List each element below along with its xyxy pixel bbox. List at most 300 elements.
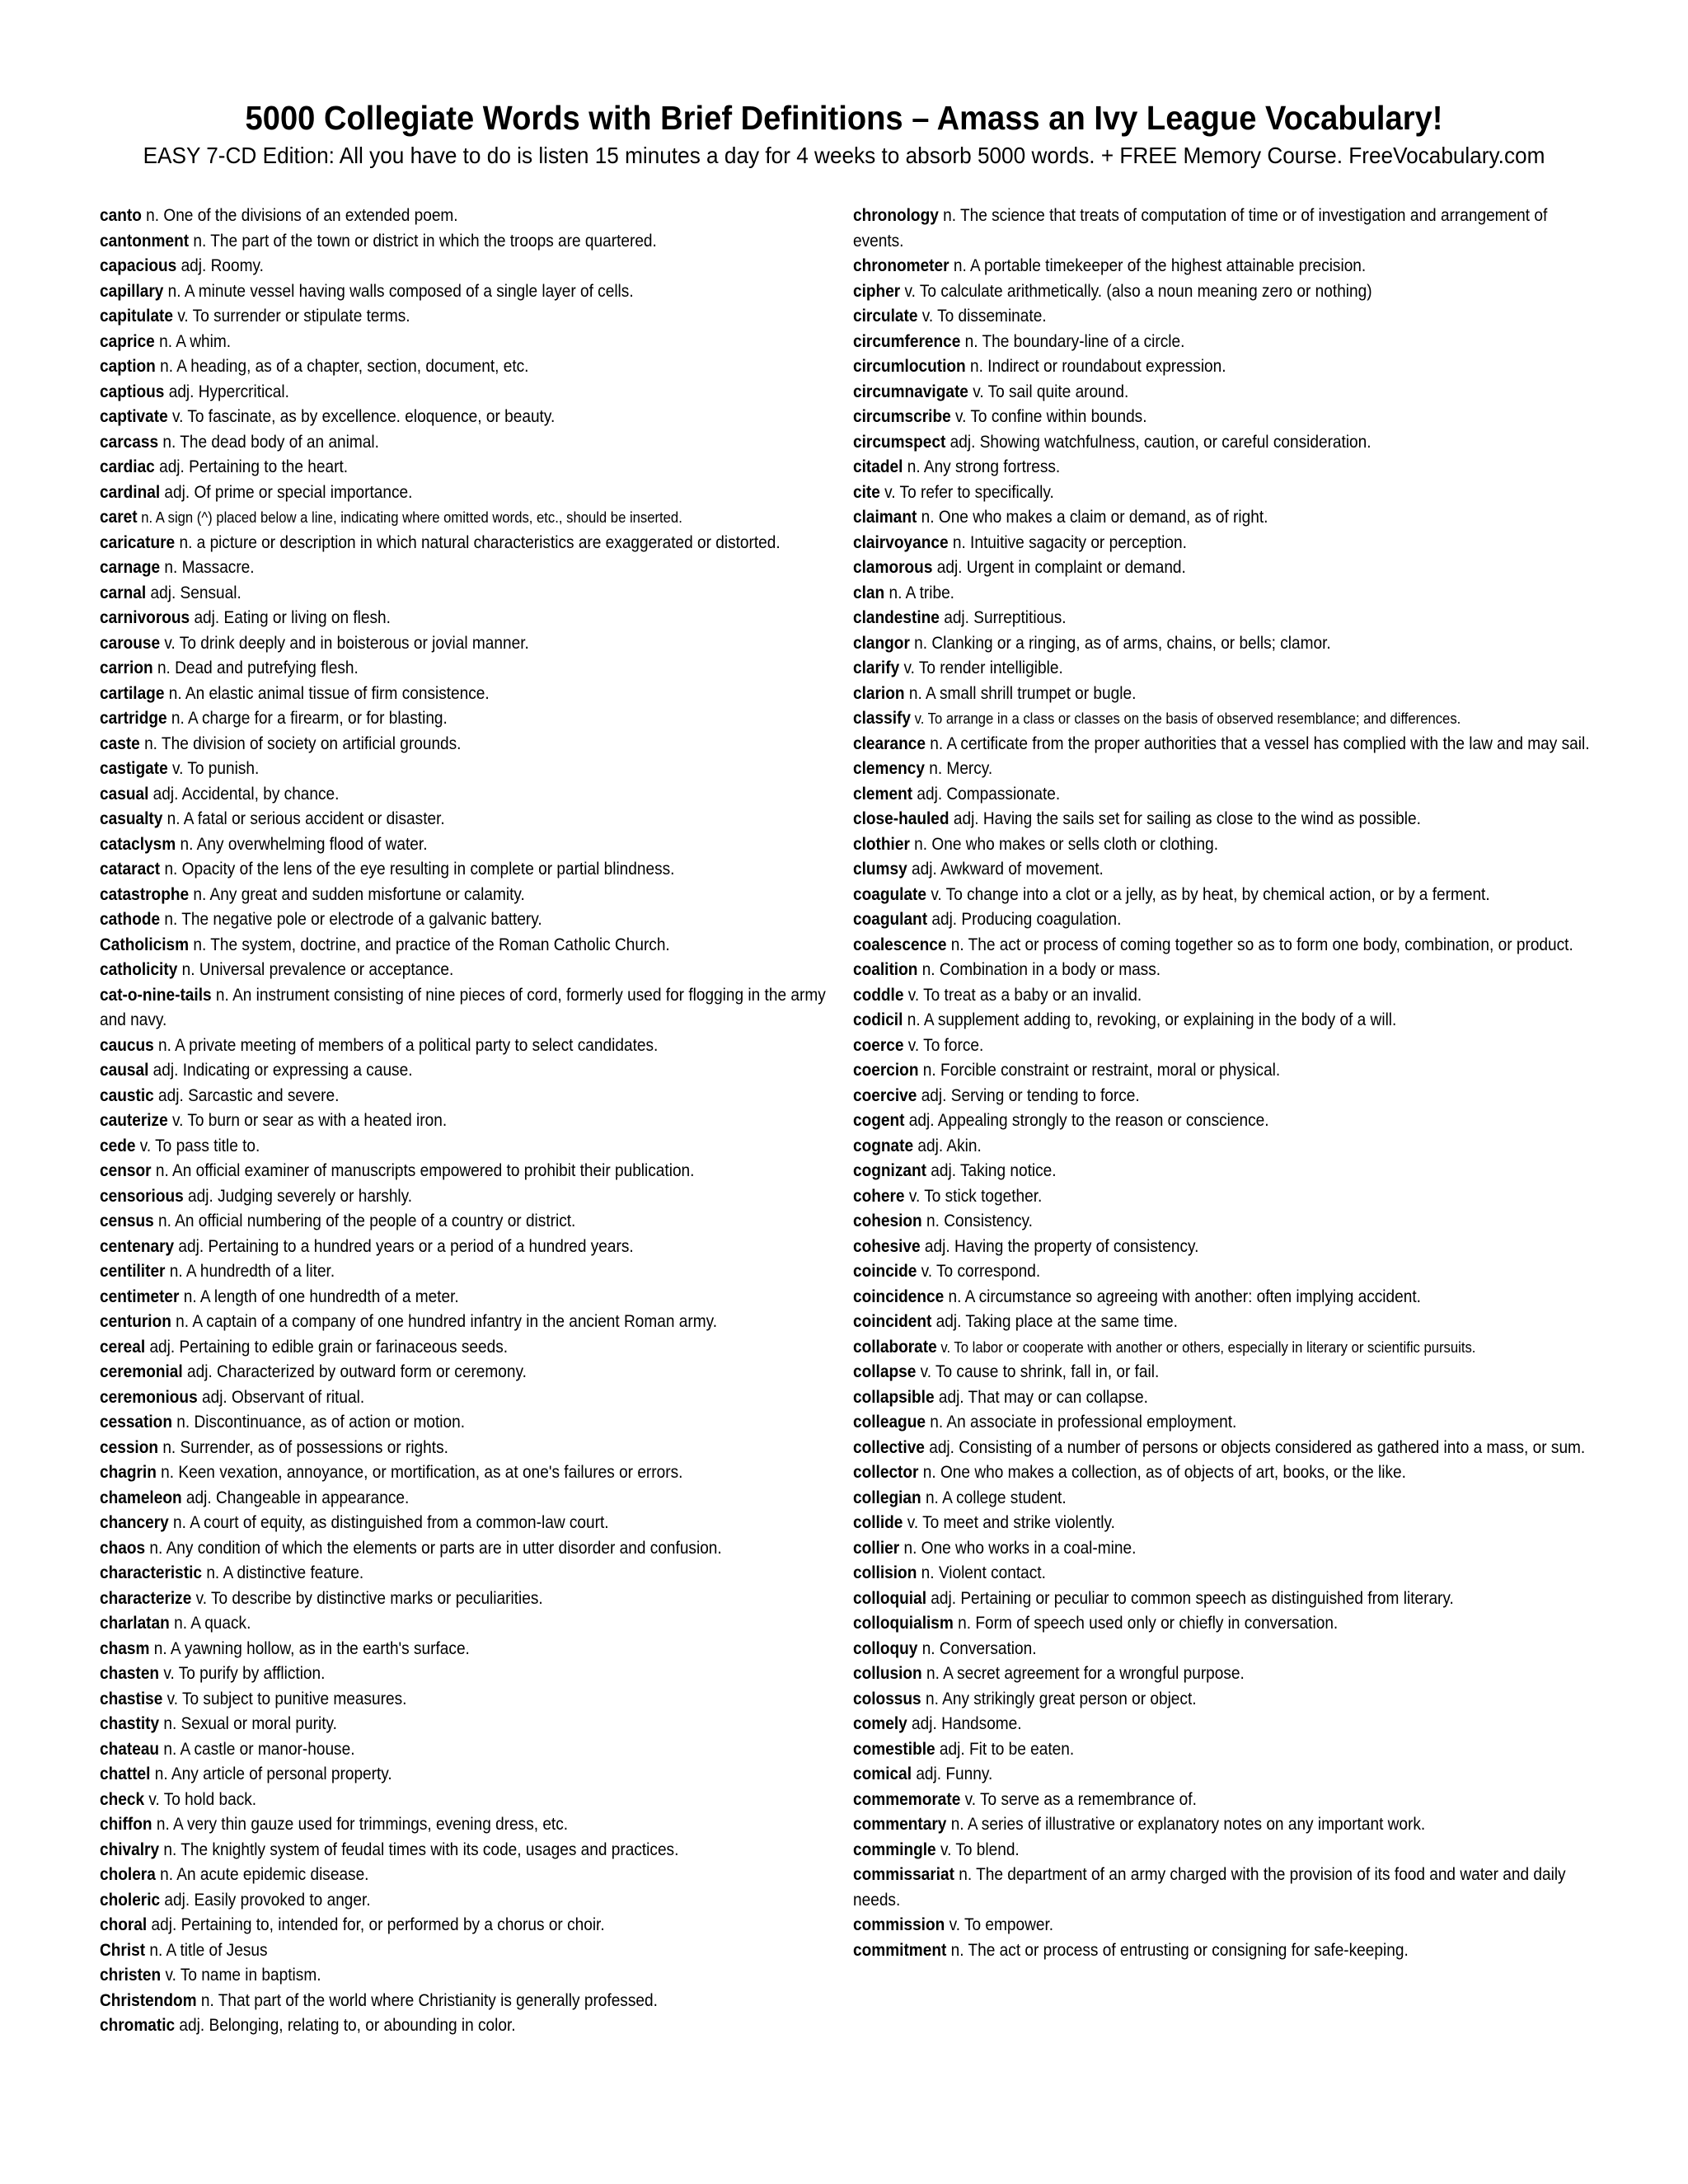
entry-word: chateau [100, 1739, 160, 1759]
entry-definition: adj. Eating or living on flesh. [190, 608, 391, 627]
dictionary-entry [853, 405, 1536, 430]
dictionary-entry [853, 682, 1536, 707]
dictionary-entry [100, 732, 767, 757]
entry-definition: n. A heading, as of a chapter, section, document, etc. [155, 357, 529, 376]
dictionary-entry [100, 1486, 767, 1511]
dictionary-entry [853, 1360, 1536, 1385]
entry-word: cataclysm [100, 834, 176, 854]
dictionary-entry [100, 1611, 767, 1637]
entry-word: chameleon [100, 1488, 182, 1507]
entry-definition: n. A quack. [169, 1614, 251, 1633]
entry-definition: adj. Judging severely or harshly. [183, 1186, 413, 1206]
dictionary-entry [100, 405, 767, 430]
entry-word: cataract [100, 860, 161, 879]
dictionary-entry [853, 883, 1602, 908]
entry-definition: n. One who makes or sells cloth or clothing. [909, 834, 1219, 854]
dictionary-entry [853, 1838, 1536, 1863]
entry-definition: v. To subject to punitive measures. [162, 1689, 407, 1708]
entry-definition: v. To name in baptism. [161, 1966, 321, 1985]
dictionary-entry [100, 2013, 767, 2039]
dictionary-entry [853, 555, 1536, 581]
dictionary-entry [100, 1888, 767, 1914]
entry-definition: n. Universal prevalence or acceptance. [177, 960, 454, 979]
dictionary-entry [853, 1762, 1536, 1788]
dictionary-entry [853, 330, 1536, 355]
entry-word: colleague [853, 1413, 926, 1432]
entry-word: caret [100, 508, 138, 527]
entry-word: clarion [853, 683, 905, 703]
entry-definition: n. An elastic animal tissue of firm consistence. [164, 683, 490, 703]
dictionary-entry [853, 1008, 1536, 1033]
entry-definition: n. a picture or description in which natural characteristics are exaggerated or distorted. [175, 532, 781, 552]
entry-word: carnage [100, 558, 161, 577]
entry-definition: n. Any article of personal property. [150, 1765, 392, 1783]
dictionary-entry [853, 656, 1536, 682]
entry-word: clamorous [853, 558, 933, 577]
entry-definition: n. Combination in a body or mass. [917, 960, 1161, 979]
entry-word: capillary [100, 281, 164, 301]
dictionary-entry [100, 1084, 767, 1109]
dictionary-entry [853, 983, 1536, 1009]
entry-word: circulate [853, 307, 918, 326]
dictionary-entry [853, 631, 1536, 657]
dictionary-entry [100, 1637, 767, 1662]
dictionary-entry [100, 1285, 767, 1310]
entry-word: chattel [100, 1765, 151, 1783]
entry-word: capacious [100, 256, 177, 275]
entry-definition: adj. That may or can collapse. [934, 1387, 1148, 1407]
entry-definition: n. Mercy. [924, 759, 993, 778]
entry-word: chastise [100, 1689, 163, 1708]
entry-word: clan [853, 583, 885, 602]
dictionary-entry [100, 1838, 767, 1863]
entry-definition: n. A private meeting of members of a political party to select candidates. [153, 1035, 659, 1055]
entry-definition: n. Sexual or moral purity. [159, 1714, 337, 1733]
entry-definition: n. A charge for a firearm, or for blasting. [166, 709, 448, 728]
dictionary-entry [100, 1385, 767, 1411]
entry-word: commentary [853, 1815, 947, 1834]
entry-definition: n. Violent contact. [917, 1563, 1046, 1582]
entry-word: castigate [100, 759, 168, 778]
entry-definition: v. To punish. [167, 759, 260, 778]
entry-word: collector [853, 1463, 919, 1482]
dictionary-entry [853, 204, 1602, 254]
entry-word: cardiac [100, 457, 155, 476]
entry-word: charlatan [100, 1614, 170, 1633]
entry-definition: adj. Fit to be eaten. [935, 1739, 1075, 1759]
entry-word: caprice [100, 331, 155, 351]
entry-definition: adj. Belonging, relating to, or abounding in color. [175, 2016, 516, 2035]
entry-word: cartilage [100, 683, 165, 703]
dictionary-entry [100, 907, 767, 933]
entry-definition: n. A portable timekeeper of the highest attainable precision. [949, 256, 1367, 275]
dictionary-entry [100, 1737, 767, 1763]
entry-definition: adj. Easily provoked to anger. [160, 1890, 371, 1910]
entry-word: cauterize [100, 1111, 168, 1130]
dictionary-entry [853, 505, 1536, 531]
dictionary-entry [100, 1762, 767, 1788]
entry-definition: adj. Consisting of a number of persons or objects considered as gathered into a mass, or sum. [924, 1437, 1586, 1457]
entry-word: collide [853, 1513, 903, 1532]
dictionary-entry [853, 1134, 1536, 1160]
entry-definition: n. The division of society on artificial grounds. [139, 733, 462, 753]
entry-definition: n. The negative pole or electrode of a galvanic battery. [160, 910, 542, 929]
entry-definition: v. To sail quite around. [968, 382, 1129, 401]
dictionary-entry [100, 1938, 767, 1964]
entry-definition: adj. Producing coagulation. [927, 910, 1122, 929]
entry-word: collapse [853, 1362, 917, 1381]
entry-word: colloquy [853, 1638, 918, 1658]
entry-definition: n. Conversation. [917, 1638, 1037, 1658]
dictionary-entry [100, 1360, 767, 1385]
entry-word: cohere [853, 1186, 905, 1206]
entry-word: caption [100, 357, 156, 376]
entry-definition: n. A minute vessel having walls composed of a single layer of cells. [163, 281, 634, 301]
entry-word: centimeter [100, 1286, 180, 1306]
dictionary-entry [100, 958, 767, 983]
entry-definition: n. Dead and putrefying flesh. [152, 658, 359, 677]
entry-word: canto [100, 206, 142, 225]
dictionary-entry [853, 430, 1536, 456]
entry-word: collusion [853, 1664, 922, 1683]
dictionary-entry [100, 1159, 767, 1184]
entry-word: caste [100, 733, 140, 753]
entry-word: coalescence [853, 935, 947, 954]
entry-word: circumspect [853, 432, 946, 452]
entry-definition: v. To calculate arithmetically. (also a noun meaning zero or nothing) [900, 281, 1372, 301]
entry-word: cathode [100, 910, 161, 929]
entry-word: chronology [853, 206, 939, 225]
entry-definition: adj. Accidental, by chance. [148, 784, 340, 804]
entry-word: cholera [100, 1865, 156, 1884]
entry-word: centiliter [100, 1262, 166, 1281]
entry-definition: n. An official numbering of the people of a country or district. [153, 1212, 576, 1230]
entry-definition: n. A castle or manor-house. [159, 1739, 355, 1759]
entry-word: coddle [853, 985, 904, 1005]
entry-word: clumsy [853, 860, 907, 879]
dictionary-entry [853, 380, 1536, 405]
left-column [100, 204, 842, 2039]
entry-word: captious [100, 382, 165, 401]
dictionary-entry [100, 1712, 767, 1737]
dictionary-entry [100, 1436, 767, 1461]
entry-word: chasm [100, 1638, 150, 1658]
entry-definition: n. Any strikingly great person or object. [921, 1689, 1197, 1708]
entry-word: chromatic [100, 2016, 176, 2035]
dictionary-entry [100, 1033, 767, 1059]
dictionary-entry [853, 907, 1536, 933]
entry-word: centenary [100, 1236, 175, 1256]
entry-word: coercion [853, 1061, 919, 1080]
entry-word: commissariat [853, 1865, 954, 1884]
dictionary-entry [100, 782, 767, 808]
entry-word: collier [853, 1538, 900, 1558]
dictionary-entry [853, 1812, 1536, 1838]
entry-word: cessation [100, 1413, 172, 1432]
entry-definition: n. Any strong fortress. [903, 457, 1061, 476]
entry-word: comical [853, 1765, 912, 1783]
entry-definition: v. To burn or sear as with a heated iron. [167, 1111, 448, 1130]
entry-word: coincidence [853, 1286, 945, 1306]
entry-definition: v. To labor or cooperate with another or others, especially in literary or scientific pursuits. [936, 1338, 1476, 1356]
entry-word: check [100, 1789, 145, 1809]
entry-word: classify [853, 709, 911, 728]
entry-definition: adj. Akin. [913, 1136, 982, 1155]
entry-word: collapsible [853, 1387, 935, 1407]
entry-definition: adj. Characterized by outward form or ceremony. [182, 1362, 527, 1381]
entry-definition: v. To cause to shrink, fall in, or fail. [916, 1362, 1160, 1381]
entry-word: census [100, 1212, 154, 1230]
entry-word: cognate [853, 1136, 914, 1155]
dictionary-entry [100, 1310, 767, 1335]
entry-definition: adj. Pertaining or peculiar to common speech as distinguished from literary. [926, 1588, 1454, 1608]
dictionary-entry [853, 531, 1536, 556]
entry-definition: v. To disseminate. [917, 307, 1047, 326]
dictionary-entry [100, 832, 767, 858]
entry-definition: n. Clanking or a ringing, as of arms, chains, or bells; clamor. [909, 633, 1331, 653]
entry-definition: adj. Pertaining to a hundred years or a period of a hundred years. [174, 1236, 634, 1256]
dictionary-entry [100, 757, 767, 782]
entry-definition: adj. Awkward of movement. [907, 860, 1104, 879]
dictionary-entry [853, 1863, 1602, 1913]
dictionary-entry [853, 480, 1536, 506]
entry-definition: adj. Roomy. [176, 256, 264, 275]
entry-word: clandestine [853, 608, 940, 627]
entry-word: comestible [853, 1739, 935, 1759]
entry-word: capitulate [100, 307, 174, 326]
entry-word: colloquialism [853, 1614, 954, 1633]
dictionary-entry [853, 1536, 1536, 1562]
entry-word: chronometer [853, 256, 950, 275]
entry-definition: n. The act or process of entrusting or consigning for safe-keeping. [946, 1940, 1409, 1960]
entry-word: carnivorous [100, 608, 190, 627]
entry-word: caricature [100, 532, 176, 552]
entry-definition: v. To stick together. [904, 1186, 1043, 1206]
entry-word: collaborate [853, 1337, 937, 1357]
entry-word: cede [100, 1136, 136, 1155]
dictionary-entry [100, 1209, 767, 1235]
entry-word: catastrophe [100, 884, 190, 904]
entry-word: coincident [853, 1312, 932, 1331]
entry-definition: n. Massacre. [160, 558, 255, 577]
entry-definition: n. A distinctive feature. [202, 1563, 364, 1582]
dictionary-entry [853, 1436, 1602, 1461]
dictionary-entry [853, 807, 1536, 832]
entry-definition: n. An associate in professional employment. [925, 1413, 1237, 1432]
entry-word: casual [100, 784, 149, 804]
dictionary-entry [853, 581, 1536, 607]
entry-definition: adj. Taking notice. [926, 1161, 1057, 1180]
dictionary-entry [100, 1586, 767, 1612]
dictionary-entry [100, 1460, 767, 1486]
entry-word: centurion [100, 1312, 171, 1331]
dictionary-entry [100, 555, 767, 581]
dictionary-entry [853, 706, 1536, 732]
entry-definition: n. A tribe. [884, 583, 954, 602]
dictionary-entry [100, 933, 767, 958]
entry-definition: adj. Compassionate. [912, 784, 1061, 804]
entry-word: Christ [100, 1940, 146, 1960]
entry-definition: n. A captain of a company of one hundred infantry in the ancient Roman army. [171, 1312, 718, 1331]
dictionary-entry [100, 1235, 767, 1260]
entry-definition: n. A hundredth of a liter. [165, 1262, 335, 1281]
entry-word: coagulant [853, 910, 928, 929]
entry-definition: v. To purify by affliction. [159, 1664, 326, 1683]
entry-definition: n. A sign (^) placed below a line, indicating where omitted words, etc., should be inserted. [137, 509, 682, 526]
entry-word: choleric [100, 1890, 161, 1910]
entry-definition: v. To drink deeply and in boisterous or jovial manner. [160, 633, 529, 653]
dictionary-entry [100, 531, 842, 556]
entry-word: censorious [100, 1186, 184, 1206]
dictionary-entry [100, 1184, 767, 1210]
entry-word: clearance [853, 733, 926, 753]
entry-word: causal [100, 1061, 149, 1080]
dictionary-entry [100, 330, 767, 355]
dictionary-entry [853, 1335, 1536, 1361]
dictionary-entry [853, 1637, 1536, 1662]
entry-word: chiffon [100, 1815, 152, 1834]
entry-word: cardinal [100, 482, 161, 502]
dictionary-entry [100, 883, 767, 908]
dictionary-entry [100, 1259, 767, 1285]
dictionary-entry [853, 1611, 1536, 1637]
entry-definition: n. Keen vexation, annoyance, or mortification, as at one's failures or errors. [156, 1463, 683, 1482]
entry-word: censor [100, 1161, 152, 1180]
page-title: 5000 Collegiate Words with Brief Definitions – Amass an Ivy League Vocabulary! [245, 99, 1443, 137]
entry-definition: n. The department of an army charged with the provision of its food and water and daily needs. [853, 1865, 1566, 1910]
dictionary-entry [853, 1310, 1536, 1335]
entry-definition: v. To correspond. [917, 1262, 1041, 1281]
entry-word: chagrin [100, 1463, 157, 1482]
dictionary-entry [853, 1561, 1536, 1586]
entry-definition: n. Any condition of which the elements or parts are in utter disorder and confusion. [145, 1538, 722, 1558]
dictionary-entry [853, 1661, 1536, 1687]
entry-word: clangor [853, 633, 910, 653]
entry-definition: n. Form of speech used only or chiefly in conversation. [953, 1614, 1339, 1633]
entry-definition: adj. Sensual. [146, 583, 241, 602]
dictionary-entry [853, 1235, 1536, 1260]
entry-definition: v. To arrange in a class or classes on the basis of observed resemblance; and differences. [910, 710, 1461, 727]
dictionary-entry [853, 1737, 1536, 1763]
entry-definition: n. Indirect or roundabout expression. [965, 357, 1226, 376]
dictionary-entry [100, 455, 767, 480]
entry-word: cantonment [100, 231, 190, 251]
dictionary-entry [853, 1410, 1536, 1436]
entry-definition: n. A certificate from the proper authorities that a vessel has complied with the law and may sail. [926, 733, 1590, 753]
entry-definition: adj. Taking place at the same time. [931, 1312, 1178, 1331]
entry-definition: n. The boundary-line of a circle. [960, 331, 1185, 351]
dictionary-entry [853, 354, 1536, 380]
entry-definition: n. A series of illustrative or explanatory notes on any important work. [946, 1815, 1426, 1834]
dictionary-entry [853, 1687, 1536, 1713]
entry-word: coalition [853, 960, 918, 979]
entry-word: coincide [853, 1262, 917, 1281]
page-subtitle: EASY 7-CD Edition: All you have to do is listen 15 minutes a day for 4 weeks to absorb 5000 words. + FREE Memory Course. FreeVocabulary.com [143, 143, 1545, 168]
entry-definition: adj. Funny. [912, 1765, 993, 1783]
entry-definition: n. A fatal or serious accident or disaster. [162, 809, 445, 828]
entry-word: Catholicism [100, 935, 190, 954]
entry-definition: n. A length of one hundredth of a meter. [179, 1286, 459, 1306]
entry-word: carouse [100, 633, 161, 653]
entry-definition: n. The dead body of an animal. [158, 432, 379, 452]
dictionary-entry [100, 983, 842, 1033]
entry-word: cite [853, 482, 880, 502]
dictionary-entry [853, 1285, 1536, 1310]
entry-word: Christendom [100, 1990, 197, 2010]
entry-word: cat-o-nine-tails [100, 985, 212, 1005]
dictionary-entry [100, 706, 767, 732]
entry-word: cipher [853, 281, 901, 301]
entry-word: ceremonious [100, 1387, 198, 1407]
dictionary-entry [853, 1159, 1536, 1184]
entry-word: commemorate [853, 1789, 961, 1809]
dictionary-entry [100, 606, 767, 631]
entry-definition: adj. Pertaining to, intended for, or performed by a chorus or choir. [147, 1915, 605, 1934]
dictionary-entry [853, 1460, 1536, 1486]
entry-word: claimant [853, 508, 917, 527]
entry-word: cereal [100, 1337, 146, 1357]
entry-definition: v. To confine within bounds. [950, 407, 1147, 426]
entry-definition: adj. Handsome. [907, 1714, 1022, 1733]
dictionary-entry [853, 1913, 1536, 1938]
entry-definition: v. To hold back. [144, 1789, 257, 1809]
entry-definition: n. The act or process of coming together so as to form one body, combination, or product. [946, 935, 1573, 954]
entry-definition: n. Opacity of the lens of the eye resulting in complete or partial blindness. [160, 860, 675, 879]
entry-definition: adj. Sarcastic and severe. [153, 1085, 340, 1105]
entry-word: codicil [853, 1010, 903, 1029]
entry-definition: adj. Changeable in appearance. [181, 1488, 410, 1507]
entry-definition: n. A title of Jesus [145, 1940, 268, 1960]
dictionary-entry [100, 505, 767, 531]
entry-definition: n. Surrender, as of possessions or rights. [158, 1437, 448, 1457]
dictionary-entry [853, 1712, 1536, 1737]
entry-word: comely [853, 1714, 907, 1733]
entry-definition: n. A circumstance so agreeing with another: often implying accident. [944, 1286, 1421, 1306]
dictionary-entry [100, 1913, 767, 1938]
entry-word: collegian [853, 1488, 921, 1507]
entry-definition: v. To empower. [945, 1915, 1054, 1934]
entry-definition: v. To treat as a baby or an invalid. [903, 985, 1142, 1005]
entry-word: coagulate [853, 884, 927, 904]
entry-definition: n. A college student. [921, 1488, 1067, 1507]
dictionary-entry [100, 204, 767, 229]
dictionary-entry [100, 807, 767, 832]
entry-word: clairvoyance [853, 532, 949, 552]
dictionary-entry [853, 857, 1536, 883]
dictionary-entry [100, 1863, 767, 1888]
dictionary-entry [100, 1788, 767, 1813]
entry-word: carnal [100, 583, 147, 602]
entry-word: christen [100, 1966, 162, 1985]
entry-definition: adj. Having the sails set for sailing as close to the wind as possible. [949, 809, 1421, 828]
entry-word: casualty [100, 809, 163, 828]
dictionary-entry [100, 304, 767, 330]
entry-definition: adj. Observant of ritual. [197, 1387, 365, 1407]
entry-definition: v. To serve as a remembrance of. [960, 1789, 1197, 1809]
entry-word: chancery [100, 1513, 169, 1532]
entry-definition: n. One who makes a collection, as of objects of art, books, or the like. [918, 1463, 1406, 1482]
dictionary-entry [853, 1084, 1536, 1109]
entry-definition: n. The knightly system of feudal times with its code, usages and practices. [159, 1840, 679, 1859]
dictionary-entry [100, 682, 767, 707]
entry-definition: v. To refer to specifically. [879, 482, 1054, 502]
entry-word: colossus [853, 1689, 921, 1708]
dictionary-entry [100, 254, 767, 279]
entry-definition: n. Any great and sudden misfortune or calamity. [189, 884, 525, 904]
dictionary-entry [853, 1058, 1536, 1084]
dictionary-entry [853, 304, 1536, 330]
entry-definition: n. An acute epidemic disease. [155, 1865, 369, 1884]
